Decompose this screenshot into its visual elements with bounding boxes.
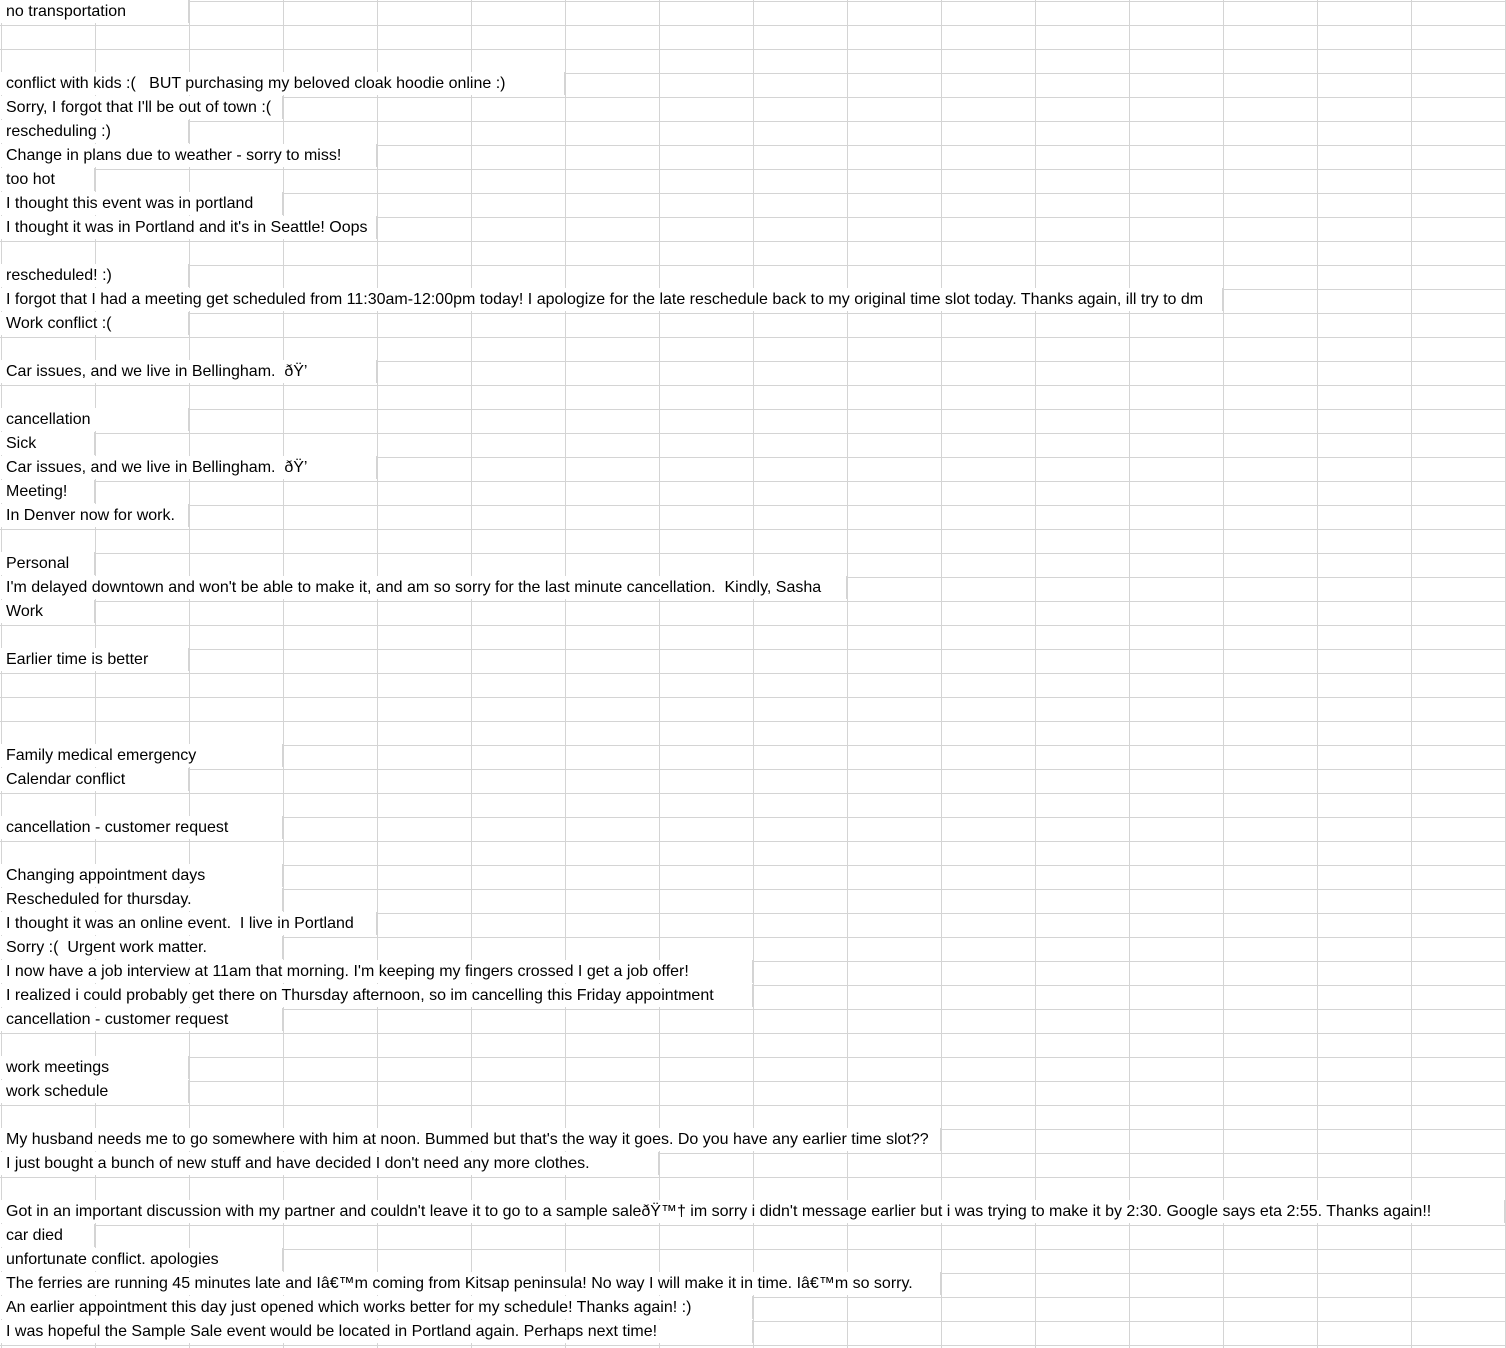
sheet-row: [0, 576, 1506, 600]
sheet-row: [0, 240, 1506, 264]
cell-text[interactable]: An earlier appointment this day just opened which works better for my schedule! Thanks again! :): [0, 1296, 753, 1319]
cell-text[interactable]: Family medical emergency: [0, 744, 283, 767]
sheet-row: [0, 192, 1506, 216]
cell-text[interactable]: Change in plans due to weather - sorry to miss!: [0, 144, 377, 167]
cell-text[interactable]: cancellation - customer request: [0, 816, 283, 839]
cell-text[interactable]: no transportation: [0, 0, 189, 23]
cell-text[interactable]: I forgot that I had a meeting get scheduled from 11:30am-12:00pm today! I apologize for the late reschedule back to my original time slot today. Thanks again, ill try to dm: [0, 288, 1223, 311]
sheet-row: [0, 768, 1506, 792]
cell-text[interactable]: Work: [0, 600, 95, 623]
cell-text[interactable]: Sorry :( Urgent work matter.: [0, 936, 283, 959]
sheet-row: [0, 96, 1506, 120]
sheet-row: [0, 984, 1506, 1008]
sheet-row: [0, 1152, 1506, 1176]
cell-text[interactable]: rescheduling :): [0, 120, 189, 143]
sheet-row: [0, 672, 1506, 696]
sheet-row: [0, 0, 1506, 24]
sheet-row: [0, 432, 1506, 456]
cell-text[interactable]: I now have a job interview at 11am that morning. I'm keeping my fingers crossed I get a job offer!: [0, 960, 753, 983]
sheet-row: [0, 1080, 1506, 1104]
cell-text[interactable]: The ferries are running 45 minutes late and Iâ€™m coming from Kitsap peninsula! No way I will make it in time. Iâ€™m so sorry.: [0, 1272, 941, 1295]
sheet-row: [0, 696, 1506, 720]
sheet-row: [0, 312, 1506, 336]
cell-text[interactable]: I just bought a bunch of new stuff and have decided I don't need any more clothes.: [0, 1152, 659, 1175]
cell-text[interactable]: work schedule: [0, 1080, 189, 1103]
sheet-row: [0, 1104, 1506, 1128]
sheet-row: [0, 1032, 1506, 1056]
sheet-row: [0, 1200, 1506, 1224]
sheet-row: [0, 144, 1506, 168]
cell-text[interactable]: In Denver now for work.: [0, 504, 189, 527]
sheet-row: [0, 936, 1506, 960]
sheet-row: [0, 1272, 1506, 1296]
cell-text[interactable]: Changing appointment days: [0, 864, 283, 887]
sheet-row: [0, 408, 1506, 432]
cell-text[interactable]: Got in an important discussion with my partner and couldn't leave it to go to a sample saleðŸ™† im sorry i didn't message earlier but i was trying to make it by 2:30. Google says eta 2:55. Thanks again!!: [0, 1200, 1505, 1223]
cell-text[interactable]: I'm delayed downtown and won't be able to make it, and am so sorry for the last minute cancellation. Kindly, Sasha: [0, 576, 847, 599]
cell-text[interactable]: unfortunate conflict. apologies: [0, 1248, 283, 1271]
cell-text[interactable]: I thought this event was in portland: [0, 192, 283, 215]
cell-text[interactable]: My husband needs me to go somewhere with him at noon. Bummed but that's the way it goes. Do you have any earlier time slot??: [0, 1128, 941, 1151]
cell-text[interactable]: Sick: [0, 432, 95, 455]
cell-text[interactable]: cancellation - customer request: [0, 1008, 283, 1031]
sheet-row: [0, 840, 1506, 864]
sheet-row: [0, 168, 1506, 192]
cell-text[interactable]: I realized i could probably get there on Thursday afternoon, so im cancelling this Friday appointment: [0, 984, 753, 1007]
sheet-row: [0, 1176, 1506, 1200]
sheet-row: [0, 624, 1506, 648]
sheet-row: [0, 456, 1506, 480]
sheet-row: [0, 816, 1506, 840]
sheet-row: [0, 792, 1506, 816]
sheet-row: [0, 1008, 1506, 1032]
sheet-row: [0, 648, 1506, 672]
sheet-row: [0, 1320, 1506, 1344]
sheet-row: [0, 720, 1506, 744]
sheet-row: [0, 912, 1506, 936]
cell-text[interactable]: Car issues, and we live in Bellingham. ðŸ’: [0, 360, 377, 383]
cell-text[interactable]: work meetings: [0, 1056, 189, 1079]
cell-text[interactable]: conflict with kids :( BUT purchasing my beloved cloak hoodie online :): [0, 72, 565, 95]
sheet-row: [0, 336, 1506, 360]
cell-text[interactable]: rescheduled! :): [0, 264, 189, 287]
sheet-row: [0, 960, 1506, 984]
sheet-row: [0, 48, 1506, 72]
cell-text[interactable]: Car issues, and we live in Bellingham. ðŸ’: [0, 456, 377, 479]
cell-text[interactable]: Calendar conflict: [0, 768, 189, 791]
sheet-row: [0, 360, 1506, 384]
sheet-row: [0, 1056, 1506, 1080]
sheet-row: [0, 216, 1506, 240]
sheet-row: [0, 120, 1506, 144]
sheet-row: [0, 72, 1506, 96]
cell-text[interactable]: I was hopeful the Sample Sale event would be located in Portland again. Perhaps next time!: [0, 1320, 753, 1343]
cell-text[interactable]: Sorry, I forgot that I'll be out of town :(: [0, 96, 283, 119]
cell-text[interactable]: Earlier time is better: [0, 648, 189, 671]
sheet-row: [0, 552, 1506, 576]
sheet-row: [0, 1128, 1506, 1152]
cell-text[interactable]: cancellation: [0, 408, 189, 431]
sheet-row: [0, 384, 1506, 408]
cell-text[interactable]: Personal: [0, 552, 95, 575]
sheet-row: [0, 480, 1506, 504]
cell-text[interactable]: Work conflict :(: [0, 312, 189, 335]
cell-text[interactable]: Meeting!: [0, 480, 95, 503]
sheet-row: [0, 288, 1506, 312]
cell-text[interactable]: car died: [0, 1224, 95, 1247]
cell-text[interactable]: I thought it was in Portland and it's in Seattle! Oops: [0, 216, 377, 239]
sheet-row: [0, 504, 1506, 528]
sheet-row: [0, 600, 1506, 624]
sheet-row: [0, 1296, 1506, 1320]
cell-text[interactable]: Rescheduled for thursday.: [0, 888, 283, 911]
cell-text[interactable]: too hot: [0, 168, 95, 191]
sheet-row: [0, 888, 1506, 912]
sheet-row: [0, 1224, 1506, 1248]
sheet-row: [0, 264, 1506, 288]
sheet-row: [0, 1248, 1506, 1272]
cell-text[interactable]: I thought it was an online event. I live in Portland: [0, 912, 377, 935]
sheet-row: [0, 864, 1506, 888]
sheet-row: [0, 744, 1506, 768]
sheet-row: [0, 24, 1506, 48]
sheet-row: [0, 528, 1506, 552]
